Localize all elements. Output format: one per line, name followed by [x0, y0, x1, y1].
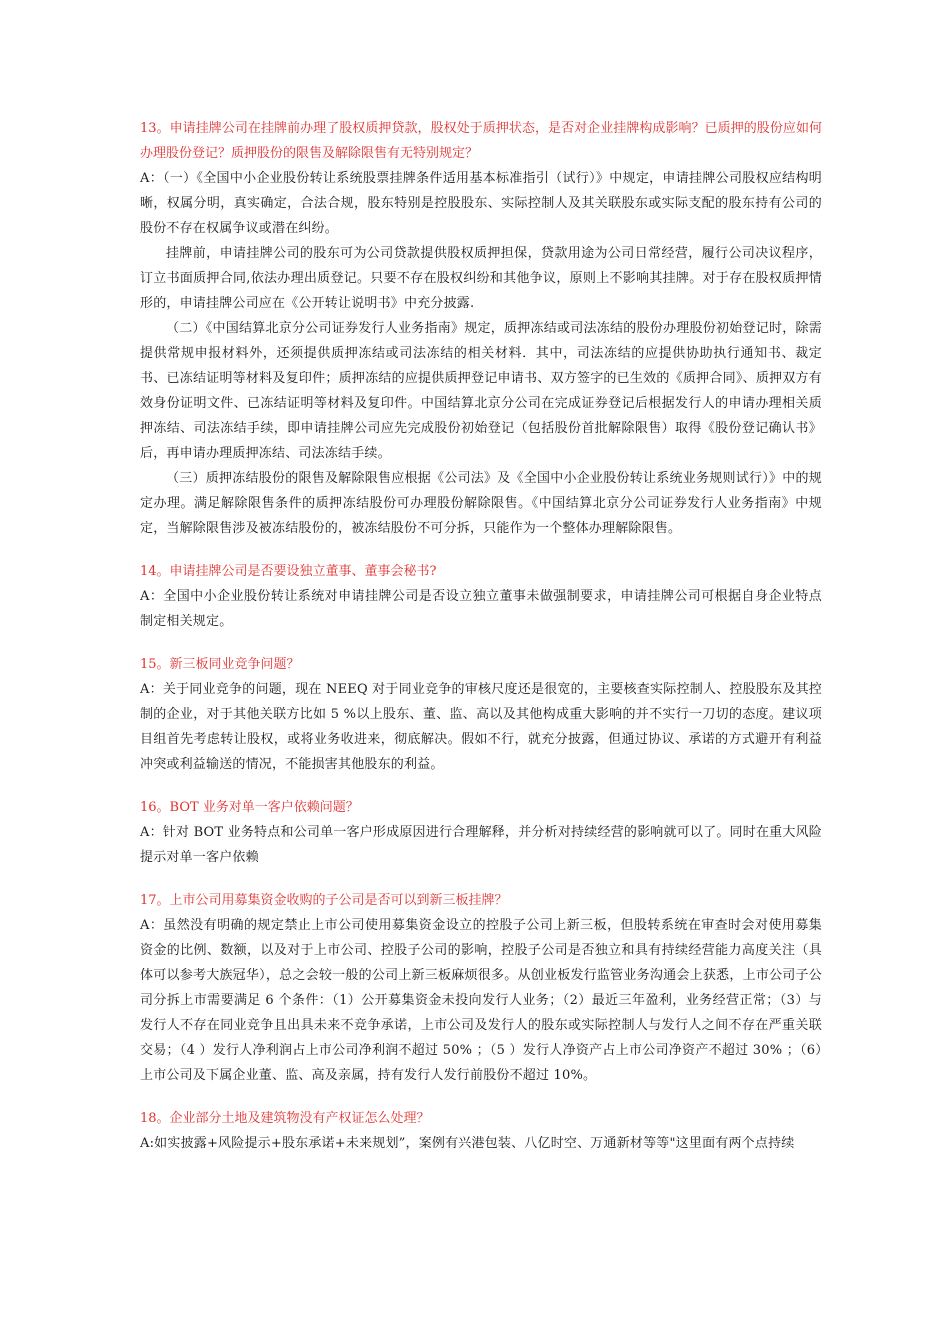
faq-section-18 [140, 1106, 822, 1156]
answer-13-para-4: （三）质押冻结股份的限售及解除限售应根据《公司法》及《全国中小企业股份转让系统业务规则试行）》中的规定办理。满足解除限售条件的质押冻结股份可办理股份解除限售。《中国结算北京分公司证券发行人业务指南》中规定，当解除限售涉及被冻结股份的，被冻结股份不可分拆，只能作为一个整体办理解除限售。 [140, 471, 822, 536]
answer-16-para-1: A：针对 BOT 业务特点和公司单一客户形成原因进行合理解释，并分析对持续经营的影响就可以了。同时在重大风险提示对单一客户依赖 [140, 825, 822, 865]
question-18: 18。企业部分土地及建筑物没有产权证怎么处理？ [140, 1111, 430, 1126]
question-13: 13。申请挂牌公司在挂牌前办理了股权质押贷款，股权处于质押状态，是否对企业挂牌构成影响？已质押的股份应如何办理股份登记？质押股份的限售及解除限售有无特别规定？ [140, 121, 822, 161]
answer-13-para-3: （二）《中国结算北京分公司证券发行人业务指南》规定，质押冻结或司法冻结的股份办理股份初始登记时，除需提供常规申报材料外，还须提供质押冻结或司法冻结的相关材料．其中，司法冻结的应提供协助执行通知书、裁定书、已冻结证明等材料及复印件；质押冻结的应提供质押登记申请书、双方签字的已生效的《质押合同》、质押双方有效身份证明文件、已冻结证明等材料及复印件。中国结算北京分公司在完成证券登记后根据发行人的申请办理相关质押冻结、司法冻结手续，即申请挂牌公司应先完成股份初始登记（包括股份首批解除限售）取得《股份登记确认书》后，再申请办理质押冻结、司法冻结手续。 [140, 321, 822, 461]
answer-14-para-1: A：全国中小企业股份转让系统对申请挂牌公司是否设立独立董事未做强制要求，申请挂牌公司可根据自身企业特点制定相关规定。 [140, 589, 822, 629]
question-17: 17。上市公司用募集资金收购的子公司是否可以到新三板挂牌？ [140, 893, 508, 908]
answer-13-para-2: 挂牌前，申请挂牌公司的股东可为公司贷款提供股权质押担保，贷款用途为公司日常经营，履行公司决议程序，订立书面质押合同,依法办理出质登记。只要不存在股权纠纷和其他争议，原则上不影响其挂牌。对于存在股权质押情形的，申请挂牌公司应在《公开转让说明书》中充分披露. [140, 246, 822, 311]
faq-section-13 [140, 116, 822, 541]
faq-section-14 [140, 559, 822, 634]
question-16: 16。BOT 业务对单一客户依赖问题？ [140, 800, 359, 815]
answer-17-para-1: A：虽然没有明确的规定禁止上市公司使用募集资金设立的控股子公司上新三板，但股转系统在审查时会对使用募集资金的比例、数额，以及对于上市公司、控股子公司的影响，控股子公司是否独立和具有持续经营能力高度关注（具体可以参考大族冠华），总之会较一般的公司上新三板麻烦很多。从创业板发行监管业务沟通会上获悉，上市公司子公司分拆上市需要满足 6 个条件：（1）公开募集资金未投向发行人业务；（2）最近三年盈利，业务经营正常；（3）与发行人不存在同业竞争且出具未来不竞争承诺，上市公司及发行人的股东或实际控制人与发行人之间不存在严重关联交易；（4 ）发行人净利润占上市公司净利润不超过 50% ；（5 ）发行人净资产占上市公司净资产不超过 30% ；（6）上市公司及下属企业董、监、高及亲属，持有发行人发行前股份不超过 10%。 [140, 918, 822, 1083]
answer-13-para-1: A：（一）《全国中小企业股份转让系统股票挂牌条件适用基本标准指引（试行）》中规定，申请挂牌公司股权应结构明晰，权属分明，真实确定，合法合规，股东特别是控股股东、实际控制人及其关联股东或实际支配的股东持有公司的股份不存在权属争议或潜在纠纷。 [140, 171, 822, 236]
document-page [140, 116, 822, 1174]
question-15: 15。新三板同业竞争问题？ [140, 657, 300, 672]
answer-15-para-1: A：关于同业竞争的问题，现在 NEEQ 对于同业竞争的审核尺度还是很宽的，主要核查实际控制人、控股股东及其控制的企业，对于其他关联方比如 5 %以上股东、董、监、高以及其他构成重大影响的并不实行一刀切的态度。建议项目组首先考虑转让股权，或将业务收进来，彻底解决。假如不行，就充分披露，但通过协议、承诺的方式避开有利益冲突或利益输送的情况，不能损害其他股东的利益。 [140, 682, 822, 772]
faq-section-16 [140, 795, 822, 870]
answer-18-para-1: A:如实披露+风险提示+股东承诺+未来规划”，案例有兴港包装、八亿时空、万通新材等等"这里面有两个点持续 [140, 1136, 795, 1151]
faq-section-17 [140, 888, 822, 1088]
faq-section-15 [140, 652, 822, 777]
question-14: 14。申请挂牌公司是否要设独立董事、董事会秘书? [140, 564, 437, 579]
